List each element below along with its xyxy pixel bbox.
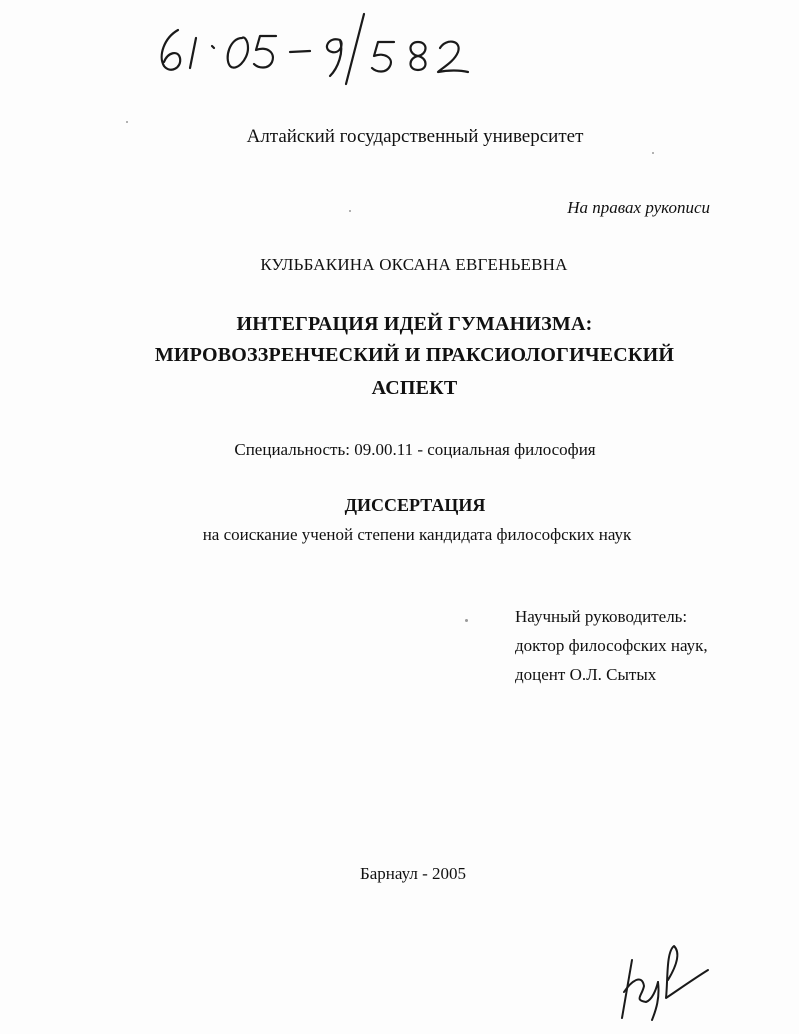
university-name: Алтайский государственный университет (246, 126, 584, 147)
degree-description: на соискание ученой степени кандидата философских наук (202, 525, 632, 544)
specialty: Специальность: 09.00.11 - социальная философия (234, 440, 596, 459)
author-name: КУЛЬБАКИНА ОКСАНА ЕВГЕНЬЕВНА (260, 255, 568, 274)
manuscript-rights-note: На правах рукописи (567, 198, 710, 217)
thesis-title-line-2: МИРОВОЗЗРЕНЧЕСКИЙ И ПРАКСИОЛОГИЧЕСКИЙ (154, 344, 675, 366)
signature (612, 940, 722, 1025)
supervisor-label: Научный руководитель: (515, 607, 688, 626)
thesis-title-line-3: АСПЕКТ (371, 377, 458, 399)
place-and-year: Барнаул - 2005 (360, 864, 466, 883)
supervisor-degree: доктор философских наук, (515, 636, 708, 655)
handwritten-archive-number (150, 8, 480, 88)
handwritten-number-drawing (150, 8, 480, 88)
scan-speck (349, 210, 351, 212)
document-type: ДИССЕРТАЦИЯ (344, 495, 486, 515)
thesis-title-line-1: ИНТЕГРАЦИЯ ИДЕЙ ГУМАНИЗМА: (236, 313, 593, 335)
supervisor-name: доцент О.Л. Сытых (515, 665, 657, 684)
scan-speck (126, 121, 128, 123)
scan-speck (465, 619, 468, 622)
scan-speck (652, 152, 654, 154)
signature-drawing (612, 940, 722, 1025)
